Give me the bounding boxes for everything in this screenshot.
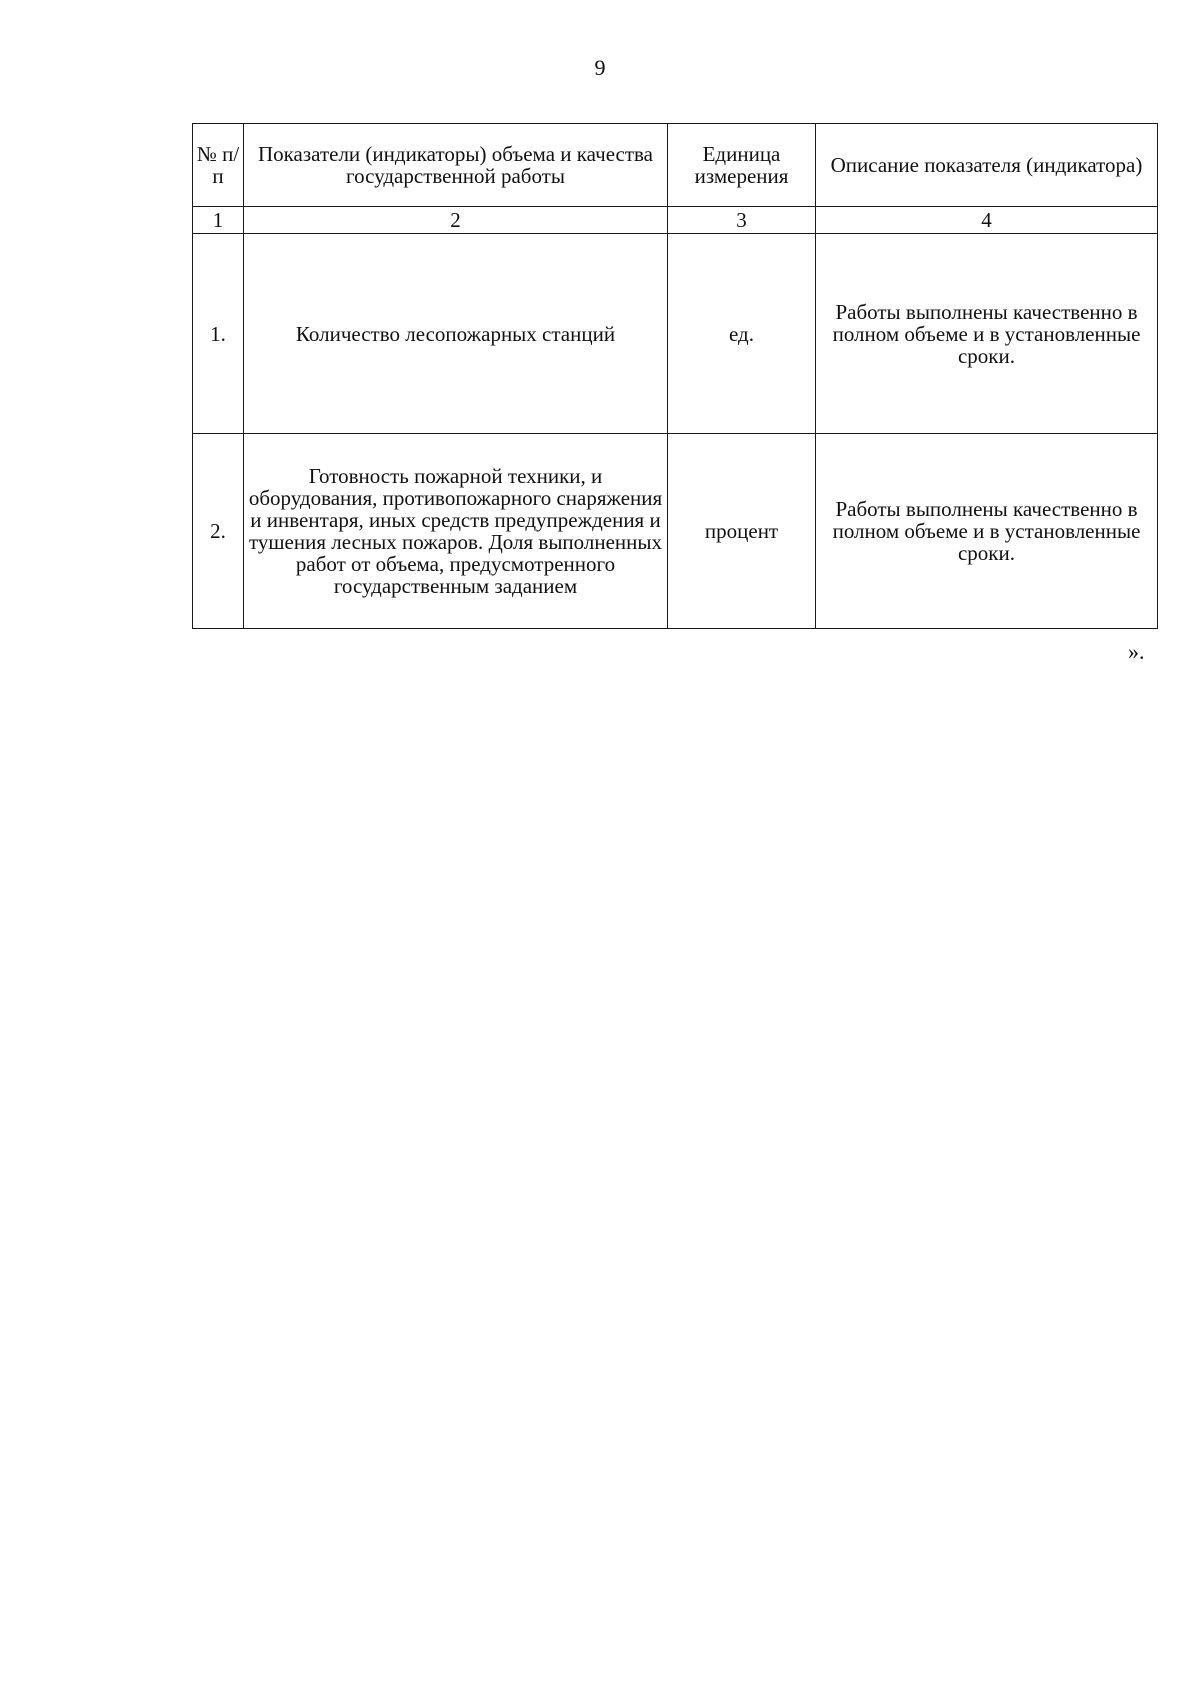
table-row [193, 434, 1158, 629]
row-indicator: Готовность пожарной техники, и оборудования, противопожарного снаряжения и инвентаря, иных средств предупреждения и тушения лесных пожаров. Доля выполненных работ от объема, предусмотренного государственным заданием [244, 434, 668, 629]
row-number: 2. [193, 434, 244, 629]
column-number: 2 [244, 207, 668, 234]
header-indicator: Показатели (индикаторы) объема и качества государственной работы [244, 124, 668, 207]
header-unit: Единица измерения [668, 124, 816, 207]
column-number: 4 [816, 207, 1158, 234]
row-indicator: Количество лесопожарных станций [244, 234, 668, 434]
header-description: Описание показателя (индикатора) [816, 124, 1158, 207]
table-header-row [193, 124, 1158, 207]
row-unit: ед. [668, 234, 816, 434]
column-number: 3 [668, 207, 816, 234]
row-description: Работы выполнены качественно в полном объеме и в установленные сроки. [816, 234, 1158, 434]
page-number: 9 [594, 55, 606, 80]
column-numbers-row [193, 207, 1158, 234]
table-row [193, 234, 1158, 434]
closing-quote-mark: ». [1128, 639, 1145, 664]
header-number: № п/п [193, 124, 244, 207]
row-description: Работы выполнены качественно в полном объеме и в установленные сроки. [816, 434, 1158, 629]
column-number: 1 [193, 207, 244, 234]
row-unit: процент [668, 434, 816, 629]
row-number: 1. [193, 234, 244, 434]
indicators-table [192, 123, 1158, 629]
